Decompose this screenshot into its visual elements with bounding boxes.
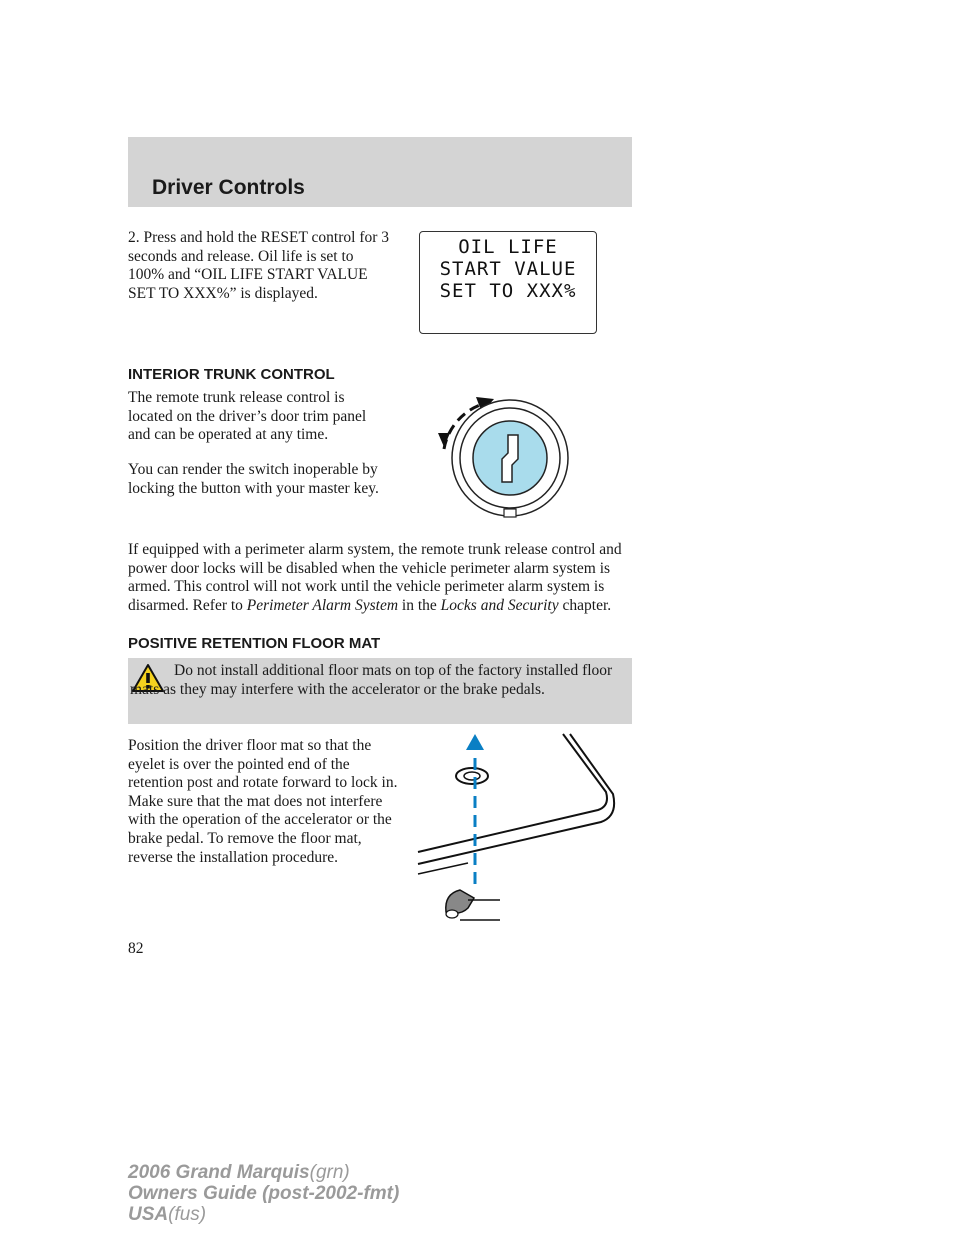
footer-code-1: (grn) — [309, 1162, 350, 1183]
trunk-release-button-illustration — [428, 385, 584, 519]
trunk-heading: INTERIOR TRUNK CONTROL — [128, 366, 335, 383]
section-title: Driver Controls — [152, 176, 305, 199]
locks-security-reference: Locks and Security — [440, 596, 559, 614]
mat-edge-outer — [418, 734, 607, 852]
display-line-2: START VALUE — [439, 258, 577, 280]
footer-line-1: 2006 Grand Marquis — [128, 1162, 310, 1183]
oil-life-display-illustration — [419, 231, 597, 334]
trunk-para-1: The remote trunk release control is located on the driver’s door trim panel and can be operated at any time. — [128, 389, 367, 444]
floor-mat-heading: POSITIVE RETENTION FLOOR MAT — [128, 635, 381, 652]
trunk-para-3-end: chapter. — [562, 596, 612, 614]
bezel-tab — [504, 509, 516, 517]
oil-reset-step-text: 2. Press and hold the RESET control for 3 seconds and release. Oil life is set to 100% and “OIL LIFE START VALUE SET TO XXX%” is displayed. — [128, 229, 390, 302]
display-line-3: SET TO XXX% — [439, 280, 577, 302]
floor-mat-retention-illustration — [408, 732, 618, 927]
up-arrow-icon — [466, 734, 484, 750]
trunk-para-3-mid: in the — [401, 596, 437, 614]
trunk-para-2: You can render the switch inoperable by locking the button with your master key. — [128, 461, 379, 497]
footer-code-3: (fus) — [168, 1204, 207, 1225]
footer-line-3: USA — [128, 1204, 169, 1225]
document-footer — [128, 1162, 399, 1225]
trunk-para-3 — [128, 541, 636, 615]
floor-mat-para: Position the driver floor mat so that the eyelet is over the pointed end of the retention post and rotate forward to lock in. Make sure that the mat does not interfere with the operation of the accelerator or the brake pedal. To remove the floor mat, reverse the installation procedure. — [128, 737, 398, 866]
rotation-arrow-tail — [438, 433, 450, 447]
page-number: 82 — [128, 940, 144, 957]
footer-line-2: Owners Guide (post-2002-fmt) — [128, 1183, 400, 1204]
perimeter-alarm-reference: Perimeter Alarm System — [246, 596, 399, 614]
floor-mat-warning-text: Do not install additional floor mats on top of the factory installed floor mats as they may interfere with the accelerator or the brake pedals. — [130, 662, 613, 698]
trunk-para-3-text: If equipped with a perimeter alarm system, the remote trunk release control and power door locks will be disabled when the vehicle perimeter alarm system is armed. This control will not work until the vehicle perimeter alarm system is disarmed. Refer to — [128, 541, 622, 614]
display-line-1: OIL LIFE — [458, 236, 558, 258]
